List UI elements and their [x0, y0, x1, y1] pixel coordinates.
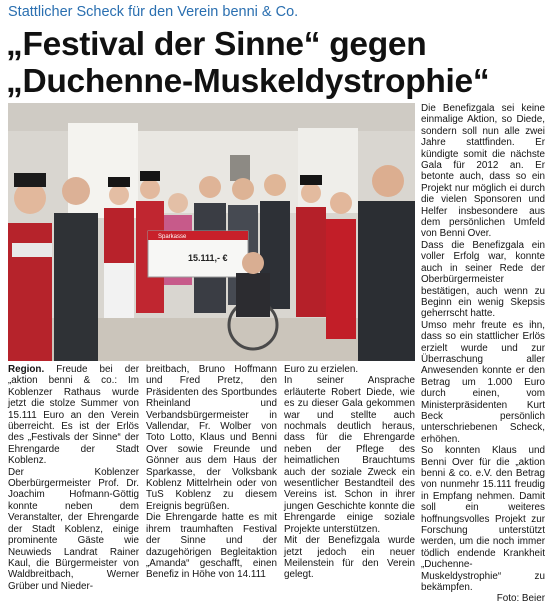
article-paragraph: Der Koblenzer Oberbürgermeister Prof. Dr. Joachim Hofmann-Göttig konnte neben dem Veranstalter, der Ehrengarde der Stadt Koblenz, einige prominente Gäste wie Neuwieds Landrat Rainer Kaul, die Bürgermeister von Waldbreitbach, Werner Grüber und Nieder- — [8, 466, 139, 592]
article-column-2 — [146, 364, 277, 581]
headline-line-2: „Duchenne-Muskeldystrophie“ — [6, 63, 490, 100]
article-paragraph: Dass die Benefizgala ein voller Erfolg war, konnte auch in seiner Rede der Oberbürgermeister bestätigen, auch wenn zu Beginn ein wenig Skepsis geherrscht hatte. — [421, 239, 545, 320]
article-paragraph: Umso mehr freute es ihn, dass so ein stattlicher Erlös erzielt wurde und zur Überraschung aller Anwesenden konnte er den Betrag um 1.000 Euro durch einen, vom Ministerpräsidenten Kurt Beck persönlich unterschriebenen Scheck, erhöhen. — [421, 319, 545, 445]
article-paragraph: Mit der Benefizgala wurde jetzt jedoch ein neuer Meilenstein für den Verein gelegt. — [284, 535, 415, 581]
article-paragraph: Die Ehrengarde hatte es mit ihrem traumhaften Festival der Sinne und der dazugehörigen Begleitaktion „Amanda“ geschafft, einen Benefiz in Höhe von 14.111 — [146, 512, 277, 581]
article-paragraph: Die Benefizgala sei keine einmalige Aktion, so Diede, sondern soll nun alle zwei Jahre stattfinden. Er kündigte somit die nächste Gala für 2012 an. Er betonte auch, dass so ein Projekt nur möglich ei durch die vielen Sponsoren und Helfer insbesondere aus dem persönlichen Umfeld von Benni Over. — [421, 103, 545, 240]
group-photo-illustration — [8, 103, 415, 361]
headline — [6, 26, 544, 100]
article-paragraph: Euro zu erzielen. — [284, 364, 359, 375]
article-column-4 — [421, 103, 545, 605]
cheque-text: Sparkasse — [158, 234, 187, 240]
headline-line-1: „Festival der Sinne“ gegen — [6, 26, 427, 63]
kicker-line: Stattlicher Scheck für den Verein benni & Co. — [8, 4, 299, 20]
article-paragraph: breitbach, Bruno Hoffmann und Fred Pretz, den Präsidenten des Sportbundes Rheinland und Verbandsbürgermeister in Vallendar, Fr. Wolber von Toto Lotto, Klaus und Benni Over sowie Freunde und Gönner aus dem Haus der Sparkasse, der Volksbank Koblenz Mittelrhein oder von TuS Koblenz zu diesem Ereignis begrüßen. — [146, 364, 277, 512]
photo-credit: Foto: Beier — [496, 593, 545, 605]
article-photo — [8, 103, 415, 361]
article-paragraph: So konnten Klaus und Benni Over für die „aktion benni & co. e.V. den Betrag von nunmehr 15.111 freudig in Empfang nehmen. Damit soll ein weiteres hoffnungsvolles Projekt zur Forschung unterstützt werden, um die noch immer tödlich endende Krankheit „Duchenne-Muskeldystrophie“ zu bekämpfen. — [421, 445, 545, 594]
article-column-3 — [284, 364, 415, 581]
cheque-amount: 15.111,- € — [188, 253, 228, 263]
article-paragraph: Region. Freude bei der „aktion benni & co.: Im Koblenzer Rathaus wurde jetzt die stolze Summer von 15.111 Euro an den Verein überreicht. Es ist der Erlös des „Festivals der Sinne“ der Ehrengarde der Stadt Koblenz. — [8, 364, 139, 467]
dateline: Region. — [8, 364, 45, 375]
article-column-1 — [8, 364, 139, 592]
article-paragraph: In seiner Ansprache erläuterte Robert Diede, wie es zu dieser Gala gekommen war und stellte auch nochmals deutlich heraus, dass für die Ehrengarde neben der Pflege des heimatlichen Brauchtums auch der soziale Zweck ein wesentlicher Bestandteil des Vereins ist. Schon in ihrer jungen Geschichte konnte die Ehrengarde einige soziale Projekte unterstützen. — [284, 375, 415, 535]
